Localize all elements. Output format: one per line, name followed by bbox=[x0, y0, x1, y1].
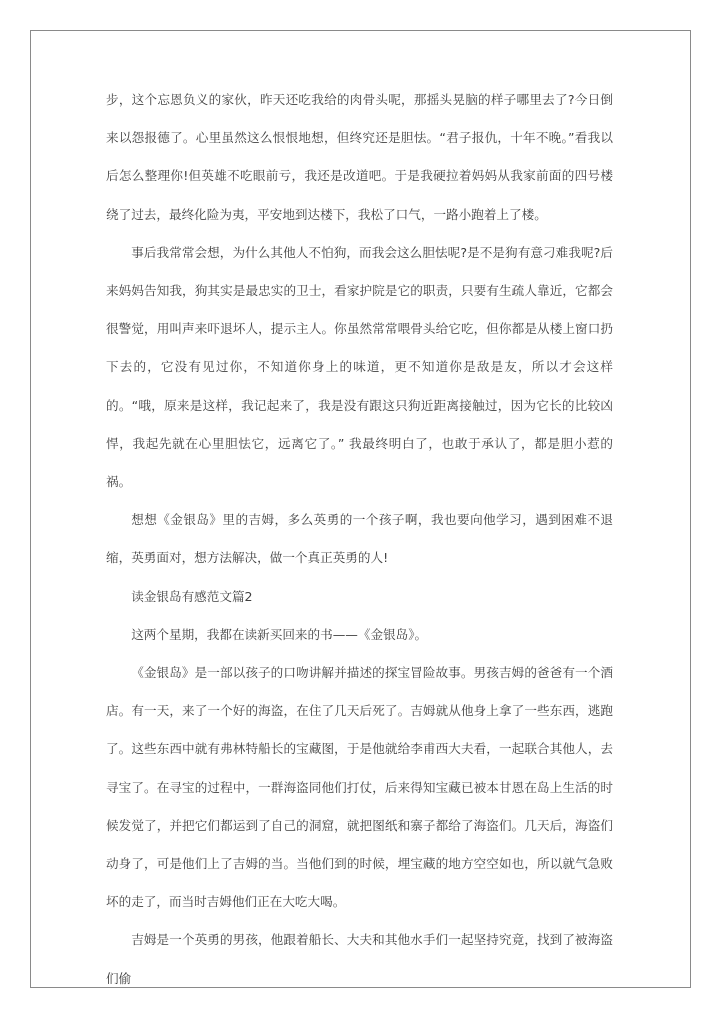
paragraph: 《金银岛》是一部以孩子的口吻讲解并描述的探宝冒险故事。男孩吉姆的爸爸有一个酒店。有一天，来了一个好的海盗，在住了几天后死了。吉姆就从他身上拿了一些东西，逃跑了。这些东西中就有弗林特船长的宝藏图，于是他就给李甫西大夫看，一起联合其他人，去寻宝了。在寻宝的过程中，一群海盗同他们打仗，后来得知宝藏已被本甘恩在岛上生活的时候发觉了，并把它们都运到了自己的洞窟，就把图纸和寨子都给了海盗们。几天后，海盗们动身了，可是他们上了吉姆的当。当他们到的时候，埋宝藏的地方空空如也，所以就气急败坏的走了，而当时吉姆他们正在大吃大喝。 bbox=[106, 665, 613, 910]
paragraph: 步，这个忘恩负义的家伙，昨天还吃我给的肉骨头呢，那摇头晃脑的样子哪里去了?今日倒来以怨报德了。心里虽然这么恨恨地想，但终究还是胆怯。“君子报仇，十年不晚。”看我以后怎么整理你!但英雄不吃眼前亏，我还是改道吧。于是我硬拉着妈妈从我家前面的四号楼绕了过去，最终化险为夷，平安地到达楼下，我松了口气，一路小跑着上了楼。 bbox=[106, 92, 613, 222]
paragraph: 事后我常常会想，为什么其他人不怕狗，而我会这么胆怯呢?是不是狗有意刁难我呢?后来妈妈告知我，狗其实是最忠实的卫士，看家护院是它的职责，只要有生疏人靠近，它都会很警觉，用叫声来吓退坏人，提示主人。你虽然常常喂骨头给它吃，但你都是从楼上窗口扔下去的，它没有见过你，不知道你身上的味道，更不知道你是敌是友，所以才会这样的。“哦，原来是这样，我记起来了，我是没有跟这只狗近距离接触过，因为它长的比较凶悍，我起先就在心里胆怯它，远离它了。” 我最终明白了，也敢于承认了，都是胆小惹的祸。 bbox=[106, 244, 613, 490]
paragraph: 这两个星期，我都在读新买回来的书——《金银岛》。 bbox=[131, 626, 428, 642]
document-body bbox=[106, 81, 613, 998]
section-heading: 读金银岛有感范文篇2 bbox=[131, 588, 253, 604]
paragraph: 想想《金银岛》里的吉姆，多么英勇的一个孩子啊，我也要向他学习，遇到困难不退缩，英勇面对，想方法解决，做一个真正英勇的人! bbox=[106, 512, 613, 566]
paragraph: 吉姆是一个英勇的男孩，他跟着船长、大夫和其他水手们一起坚持究竟，找到了被海盗们偷 bbox=[106, 932, 613, 986]
